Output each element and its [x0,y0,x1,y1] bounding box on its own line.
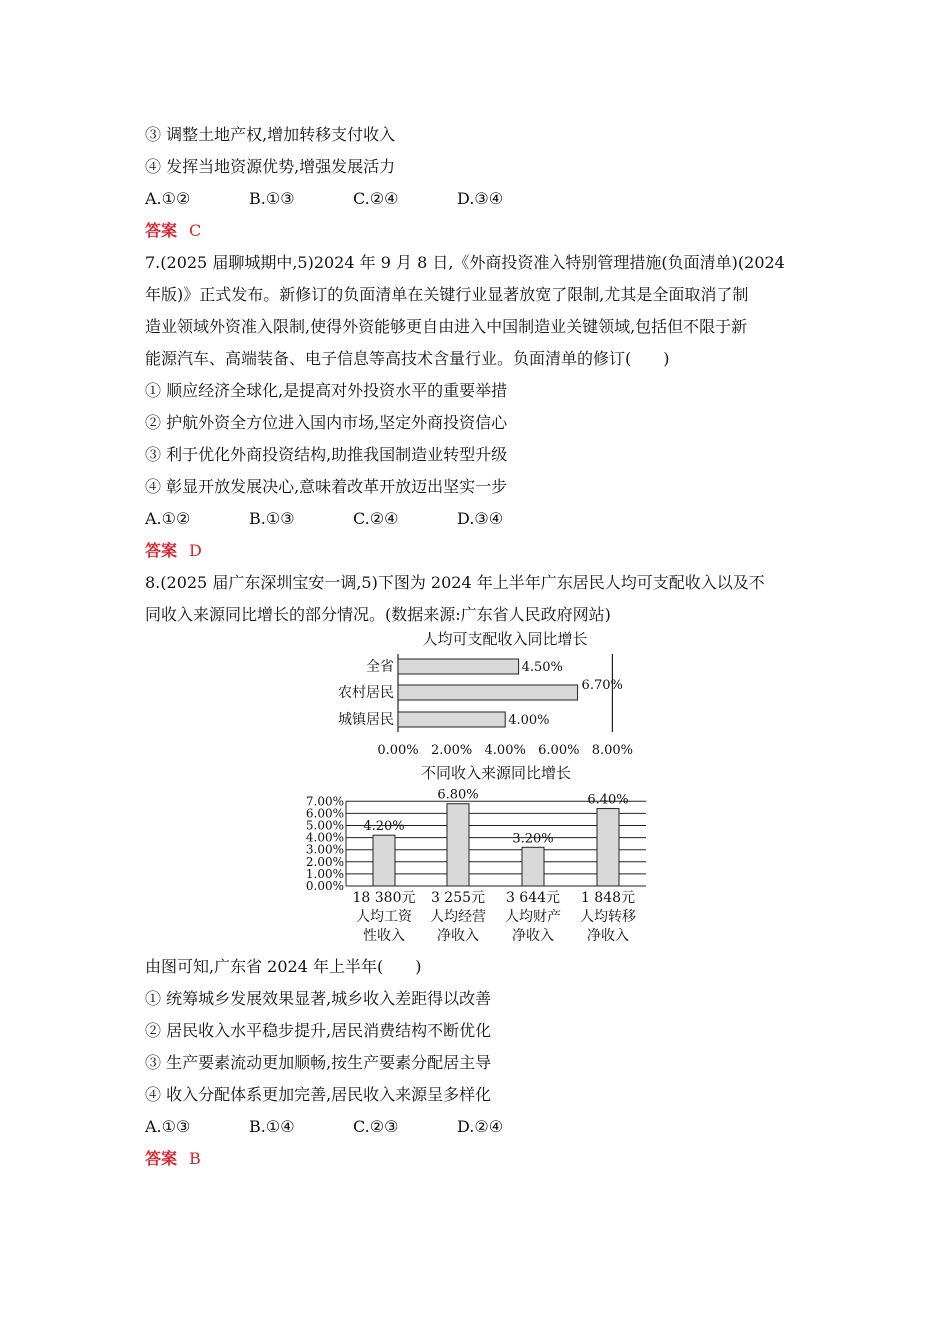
category-label: 1 848元 [580,890,636,906]
y-tick-label: 5.00% [305,818,344,833]
q6-item-4: ④ 发挥当地资源优势,增强发展活力 [145,157,396,176]
category-label: 性收入 [363,928,405,944]
x-tick-label: 4.00% [484,743,526,758]
q8-item-2: ② 居民收入水平稳步提升,居民消费结构不断优化 [145,1021,492,1040]
q7-options [145,509,561,529]
category-label: 3 255元 [430,890,486,906]
bar [398,712,505,727]
q8-option-c[interactable]: C.②③ [353,1117,399,1136]
chart-title: 不同收入来源同比增长 [420,764,572,782]
q7-stem-line-3: 造业领域外资准入限制,使得外资能够更自由进入中国制造业关键领域,包括但不限于新 [145,317,748,336]
q8-options [145,1117,561,1137]
q8-item-1: ① 统筹城乡发展效果显著,城乡收入差距得以改善 [145,989,492,1008]
x-tick-label: 6.00% [538,743,580,758]
category-label: 城镇居民 [338,712,394,728]
y-tick-label: 3.00% [305,842,344,857]
y-tick-label: 1.00% [305,866,344,881]
answer-label: 答案 [145,541,178,560]
x-tick-label: 8.00% [591,743,634,758]
answer-value: D [189,541,202,560]
q8-option-b[interactable]: B.①④ [249,1117,295,1136]
data-label: 6.40% [587,792,629,808]
q7-option-b[interactable]: B.①③ [249,509,295,528]
chart-title: 人均可支配收入同比增长 [422,630,588,648]
q6-answer [145,221,201,241]
q8-stem-line-2: 同收入来源同比增长的部分情况。(数据来源:广东省人民政府网站) [145,605,611,624]
bar [398,685,578,700]
data-label: 4.50% [521,660,563,675]
q7-item-1: ① 顺应经济全球化,是提高对外投资水平的重要举措 [145,381,508,400]
q8-option-a[interactable]: A.①③ [145,1117,191,1136]
category-label: 净收入 [512,928,554,944]
q6-option-b[interactable]: B.①③ [249,189,295,208]
y-tick-label: 0.00% [305,879,344,893]
bar [522,847,544,886]
q7-item-4: ④ 彰显开放发展决心,意味着改革开放迈出坚实一步 [145,477,508,496]
data-label: 6.80% [437,787,479,803]
data-label: 6.70% [581,678,623,693]
answer-value: B [189,1149,201,1168]
q7-stem-line-4: 能源汽车、高端装备、电子信息等高技术含量行业。负面清单的修订( ) [145,349,670,368]
x-tick-label: 2.00% [430,743,473,758]
q7-option-c[interactable]: C.②④ [353,509,399,528]
q6-option-c[interactable]: C.②④ [353,189,399,208]
bar [398,659,519,674]
q8-item-3: ③ 生产要素流动更加顺畅,按生产要素分配居主导 [145,1053,492,1072]
category-label: 人均经营 [430,909,486,925]
income-growth-hbar-chart [300,628,660,760]
data-label: 3.20% [512,831,554,847]
q6-item-3: ③ 调整土地产权,增加转移支付收入 [145,125,396,144]
q7-stem-line-1: 7.(2025 届聊城期中,5)2024 年 9 月 8 日,《外商投资准入特别管理措施(负面清单)(2024 [145,253,785,272]
q6-options [145,189,561,209]
y-tick-label: 2.00% [305,854,344,869]
income-source-vbar-chart [296,762,656,948]
q8-stem-line-1: 8.(2025 届广东深圳宝安一调,5)下图为 2024 年上半年广东居民人均可支配收入以及不 [145,573,765,592]
answer-value: C [189,221,202,240]
category-label: 净收入 [587,928,629,944]
category-label: 18 380元 [352,890,416,906]
x-tick-label: 0.00% [377,743,419,758]
q6-option-a[interactable]: A.①② [145,189,191,208]
q8-option-d[interactable]: D.②④ [457,1117,504,1136]
category-label: 3 644元 [505,890,561,906]
y-tick-label: 7.00% [305,794,344,809]
q6-option-d[interactable]: D.③④ [457,189,504,208]
data-label: 4.20% [363,819,405,835]
q8-after-chart: 由图可知,广东省 2024 年上半年( ) [145,957,422,976]
q8-answer [145,1149,201,1169]
y-tick-label: 6.00% [305,806,344,821]
category-label: 净收入 [437,928,479,944]
category-label: 人均财产 [505,909,561,925]
bar [447,804,469,886]
q7-item-3: ③ 利于优化外商投资结构,助推我国制造业转型升级 [145,445,508,464]
q7-answer [145,541,202,561]
q8-item-4: ④ 收入分配体系更加完善,居民收入来源呈多样化 [145,1085,492,1104]
category-label: 农村居民 [338,685,394,701]
category-label: 人均工资 [356,909,412,925]
y-tick-label: 4.00% [305,830,344,845]
bar [373,835,395,886]
q7-option-d[interactable]: D.③④ [457,509,504,528]
answer-label: 答案 [145,1149,178,1168]
bar [597,809,619,886]
q7-stem-line-2: 年版)》正式发布。新修订的负面清单在关键行业显著放宽了限制,尤其是全面取消了制 [145,285,749,304]
q7-option-a[interactable]: A.①② [145,509,191,528]
answer-label: 答案 [145,221,178,240]
category-label: 全省 [366,659,394,675]
category-label: 人均转移 [580,909,636,925]
data-label: 4.00% [508,713,550,728]
q7-item-2: ② 护航外资全方位进入国内市场,坚定外商投资信心 [145,413,508,432]
